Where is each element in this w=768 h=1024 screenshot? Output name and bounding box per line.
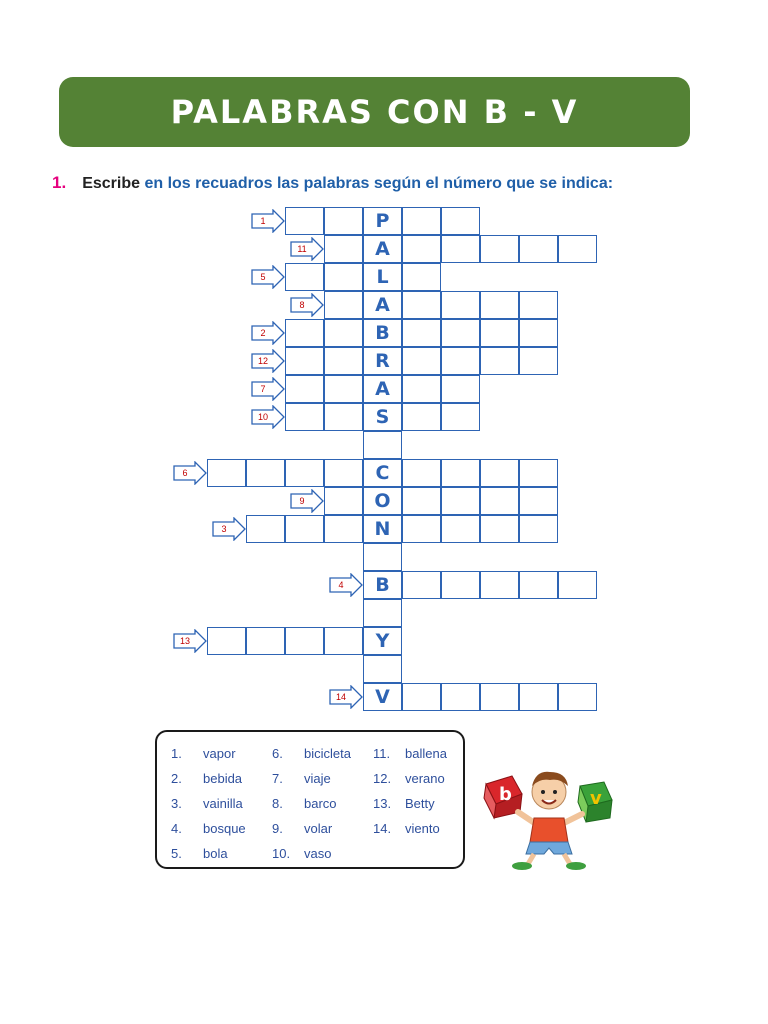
word-bank-item: 14. viento <box>373 821 440 836</box>
crossword-cell[interactable] <box>441 207 480 235</box>
crossword-cell[interactable] <box>324 347 363 375</box>
crossword-cell[interactable] <box>285 207 324 235</box>
clue-number: 10 <box>257 412 268 422</box>
crossword-key-letter: P <box>375 210 390 232</box>
crossword-spacer-cell <box>363 543 402 571</box>
clue-number: 3 <box>221 524 227 534</box>
crossword-cell[interactable] <box>324 403 363 431</box>
clue-number: 11 <box>297 244 307 254</box>
word-bank <box>155 730 465 869</box>
crossword-cell[interactable] <box>402 571 441 599</box>
crossword-cell[interactable] <box>519 459 558 487</box>
svg-text:v: v <box>590 788 602 809</box>
crossword-spacer-cell <box>363 431 402 459</box>
crossword-cell[interactable] <box>285 375 324 403</box>
word-bank-item: 8. barco <box>272 796 337 811</box>
crossword-cell[interactable] <box>324 627 363 655</box>
crossword-cell[interactable] <box>402 347 441 375</box>
svg-text:b: b <box>499 784 512 805</box>
crossword-cell[interactable] <box>285 319 324 347</box>
word-bank-item: 10. vaso <box>272 846 332 861</box>
crossword-cell[interactable] <box>285 403 324 431</box>
crossword-cell[interactable] <box>324 263 363 291</box>
word-bank-item: 2. bebida <box>171 771 243 786</box>
crossword-cell[interactable] <box>402 459 441 487</box>
word-bank-item: 7. viaje <box>272 771 331 786</box>
crossword-cell[interactable] <box>480 347 519 375</box>
clue-number: 7 <box>260 384 266 394</box>
clue-number: 4 <box>338 580 344 590</box>
crossword-cell[interactable] <box>324 319 363 347</box>
crossword-cell[interactable] <box>441 347 480 375</box>
crossword-cell[interactable] <box>324 291 363 319</box>
crossword-cell[interactable] <box>558 683 597 711</box>
crossword-key-letter: B <box>375 574 390 596</box>
crossword-key-letter: N <box>374 518 391 540</box>
crossword-cell[interactable] <box>519 683 558 711</box>
crossword-cell[interactable] <box>480 515 519 543</box>
crossword-cell[interactable] <box>402 683 441 711</box>
instruction-lead: Escribe <box>82 175 140 192</box>
crossword-cell[interactable] <box>441 487 480 515</box>
crossword-cell[interactable] <box>480 319 519 347</box>
crossword-cell[interactable] <box>324 487 363 515</box>
word-bank-item: 9. volar <box>272 821 333 836</box>
clue-number: 13 <box>179 636 190 646</box>
clue-number: 6 <box>182 468 188 478</box>
crossword-cell[interactable] <box>207 459 246 487</box>
crossword-cell[interactable] <box>246 515 285 543</box>
crossword-key-letter: A <box>375 294 390 316</box>
crossword-cell[interactable] <box>402 291 441 319</box>
crossword-cell[interactable] <box>441 375 480 403</box>
instruction-text: en los recuadros las palabras según el número que se indica: <box>144 175 614 192</box>
crossword-cell[interactable] <box>402 403 441 431</box>
crossword-cell[interactable] <box>441 459 480 487</box>
crossword-key-letter: B <box>375 322 390 344</box>
clue-number: 1 <box>260 216 266 226</box>
word-bank-item: 13. Betty <box>373 796 435 811</box>
crossword-cell[interactable] <box>519 235 558 263</box>
crossword-cell[interactable] <box>402 487 441 515</box>
page-title: PALABRAS CON B - V <box>170 93 579 131</box>
crossword-cell[interactable] <box>207 627 246 655</box>
crossword-key-letter: Y <box>375 630 390 652</box>
crossword-cell[interactable] <box>480 459 519 487</box>
clue-number: 2 <box>260 328 266 338</box>
crossword-cell[interactable] <box>480 683 519 711</box>
crossword-cell[interactable] <box>519 571 558 599</box>
clue-number: 14 <box>335 692 346 702</box>
crossword-cell[interactable] <box>324 235 363 263</box>
instruction <box>52 173 613 193</box>
crossword-cell[interactable] <box>324 459 363 487</box>
crossword-cell[interactable] <box>324 207 363 235</box>
crossword-cell[interactable] <box>246 459 285 487</box>
word-bank-item: 11. ballena <box>373 746 447 761</box>
crossword-cell[interactable] <box>441 515 480 543</box>
crossword-key-letter: C <box>375 462 390 484</box>
crossword-spacer-cell <box>363 599 402 627</box>
crossword-cell[interactable] <box>402 235 441 263</box>
crossword-cell[interactable] <box>519 319 558 347</box>
crossword-cell[interactable] <box>519 291 558 319</box>
clue-number: 5 <box>260 272 266 282</box>
title-banner <box>59 77 690 147</box>
crossword-cell[interactable] <box>402 263 441 291</box>
clue-number: 12 <box>257 356 268 366</box>
crossword-cell[interactable] <box>480 571 519 599</box>
crossword-cell[interactable] <box>285 263 324 291</box>
crossword-cell[interactable] <box>441 291 480 319</box>
crossword-key-letter: R <box>375 350 390 372</box>
word-bank-item: 1. vapor <box>171 746 236 761</box>
crossword-cell[interactable] <box>441 235 480 263</box>
crossword-cell[interactable] <box>402 375 441 403</box>
crossword-cell[interactable] <box>441 683 480 711</box>
crossword-cell[interactable] <box>519 347 558 375</box>
crossword-cell[interactable] <box>519 515 558 543</box>
crossword-cell[interactable] <box>441 571 480 599</box>
crossword-cell[interactable] <box>285 627 324 655</box>
word-bank-item: 3. vainilla <box>171 796 243 811</box>
word-bank-item: 6. bicicleta <box>272 746 351 761</box>
crossword-cell[interactable] <box>519 487 558 515</box>
crossword-key-letter: V <box>375 686 390 708</box>
crossword-cell[interactable] <box>441 319 480 347</box>
crossword-key-letter: S <box>375 406 390 428</box>
crossword-cell[interactable] <box>324 515 363 543</box>
crossword-key-letter: O <box>374 490 391 512</box>
crossword-cell[interactable] <box>558 571 597 599</box>
crossword-key-letter: A <box>375 378 390 400</box>
kid-illustration <box>478 762 618 870</box>
crossword-cell[interactable] <box>480 487 519 515</box>
crossword-cell[interactable] <box>246 627 285 655</box>
crossword-cell[interactable] <box>480 291 519 319</box>
crossword-cell[interactable] <box>558 235 597 263</box>
clue-number: 9 <box>299 496 305 506</box>
instruction-number: 1. <box>52 173 67 192</box>
crossword-spacer-cell <box>363 655 402 683</box>
word-bank-item: 5. bola <box>171 846 228 861</box>
word-bank-item: 4. bosque <box>171 821 246 836</box>
crossword-cell[interactable] <box>285 347 324 375</box>
crossword-cell[interactable] <box>441 403 480 431</box>
crossword-cell[interactable] <box>402 207 441 235</box>
crossword-cell[interactable] <box>402 515 441 543</box>
crossword-key-letter: L <box>376 266 389 288</box>
crossword-cell[interactable] <box>285 515 324 543</box>
crossword-cell[interactable] <box>402 319 441 347</box>
crossword-cell[interactable] <box>324 375 363 403</box>
crossword-cell[interactable] <box>480 235 519 263</box>
word-bank-item: 12. verano <box>373 771 445 786</box>
crossword-key-letter: A <box>375 238 390 260</box>
crossword-cell[interactable] <box>285 459 324 487</box>
clue-number: 8 <box>299 300 305 310</box>
